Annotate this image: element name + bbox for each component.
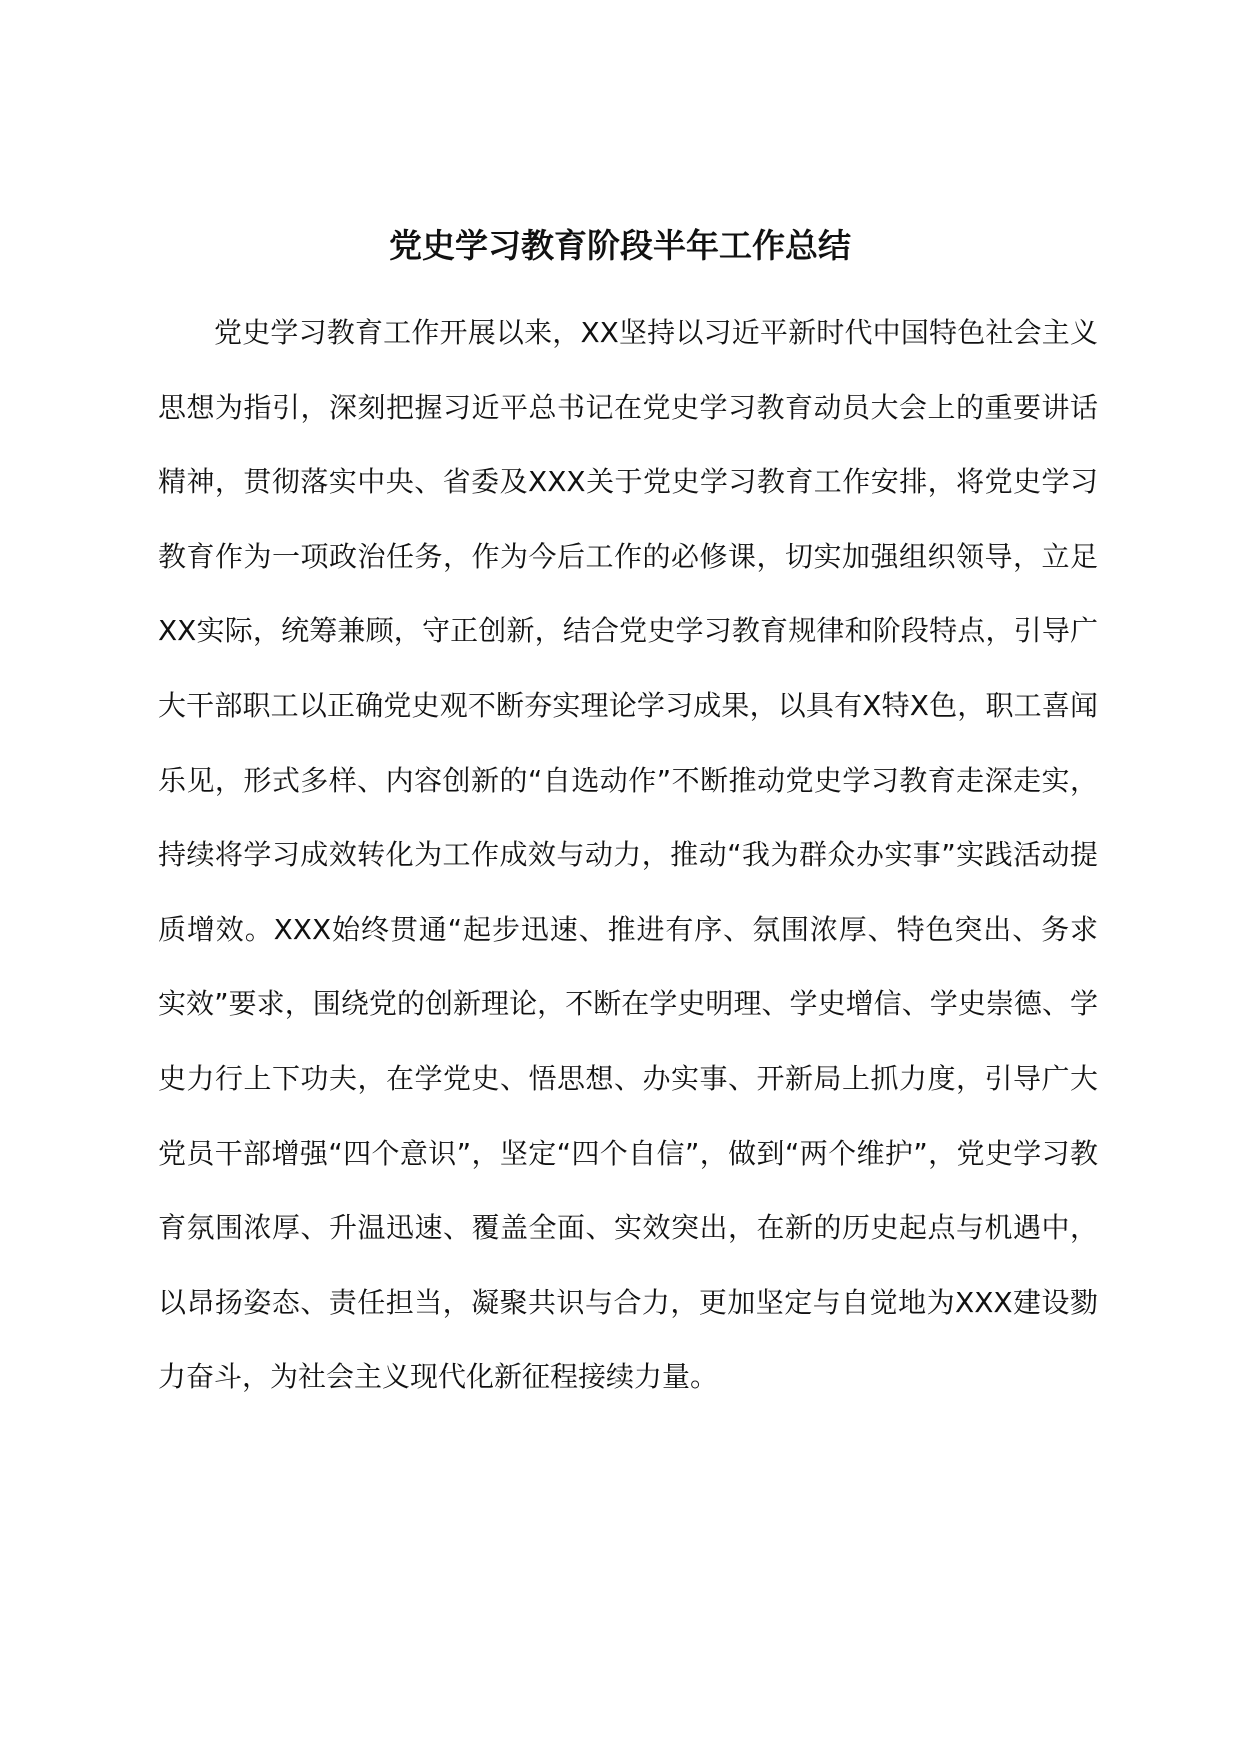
document-title: 党史学习教育阶段半年工作总结: [389, 226, 851, 265]
body-paragraph: 党史学习教育工作开展以来，XX坚持以习近平新时代中国特色社会主义思想为指引，深刻把握习近平总书记在党史学习教育动员大会上的重要讲话精神，贯彻落实中央、省委及XXX关于党史学习教育工作安排，将党史学习教育作为一项政治任务，作为今后工作的必修课，切实加强组织领导，立足XX实际，统筹兼顾，守正创新，结合党史学习教育规律和阶段特点，引导广大干部职工以正确党史观不断夯实理论学习成果，以具有X特X色，职工喜闻乐见，形式多样、内容创新的“自选动作”不断推动党史学习教育走深走实，持续将学习成效转化为工作成效与动力，推动“我为群众办实事”实践活动提质增效。XXX始终贯通“起步迅速、推进有序、氛围浓厚、特色突出、务求实效”要求，围绕党的创新理论，不断在学史明理、学史增信、学史崇德、学史力行上下功夫，在学党史、悟思想、办实事、开新局上抓力度，引导广大党员干部增强“四个意识”，坚定“四个自信”，做到“两个维护”，党史学习教育氛围浓厚、升温迅速、覆盖全面、实效突出，在新的历史起点与机遇中，以昂扬姿态、责任担当，凝聚共识与合力，更加坚定与自觉地为XXX建设勠力奋斗，为社会主义现代化新征程接续力量。: [158, 316, 1098, 1394]
